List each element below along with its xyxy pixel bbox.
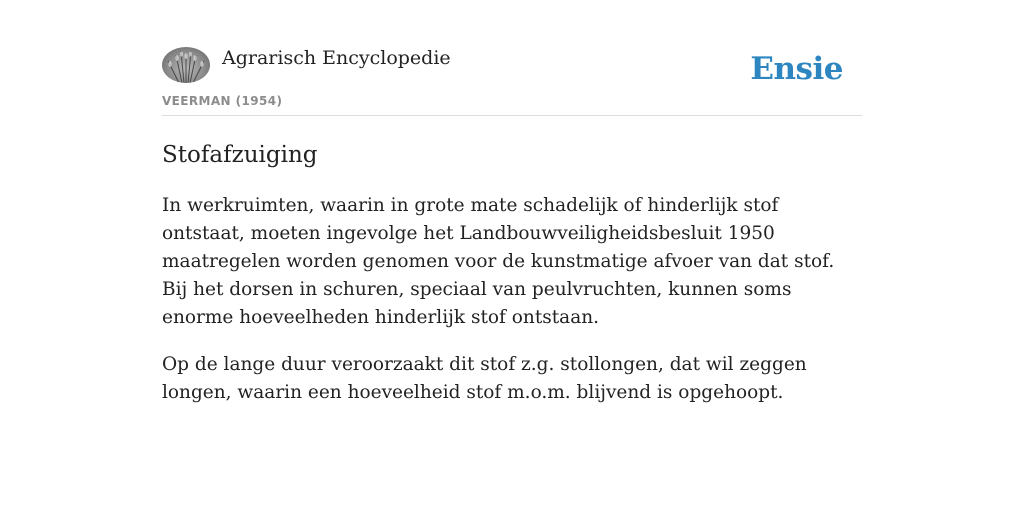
- book-title-link[interactable]: Agrarisch Encyclopedie: [222, 47, 451, 69]
- book-thumbnail[interactable]: [162, 47, 210, 83]
- entry-paragraph: In werkruimten, waarin in grote mate schadelijk of hinderlijk stof ontstaat, moeten ingevolge het Landbouwveiligheidsbesluit 1950 maatregelen worden genomen voor de kunstmatige afvoer van dat stof. Bij het dorsen in schuren, speciaal van peulvruchten, kunnen soms enorme hoeveelheden hinderlijk stof ontstaan.: [162, 195, 835, 328]
- entry-title: Stofafzuiging: [162, 142, 318, 168]
- book-author-year: VEERMAN (1954): [162, 94, 283, 108]
- ensie-logo-link[interactable]: Ensie: [750, 51, 843, 87]
- wheat-book-cover-icon: [162, 47, 210, 83]
- entry-paragraph: Op de lange duur veroorzaakt dit stof z.g. stollongen, dat wil zeggen longen, waarin een hoeveelheid stof m.o.m. blijvend is opgehoopt.: [162, 354, 807, 403]
- entry-header: [162, 0, 862, 116]
- page-container: [162, 0, 862, 407]
